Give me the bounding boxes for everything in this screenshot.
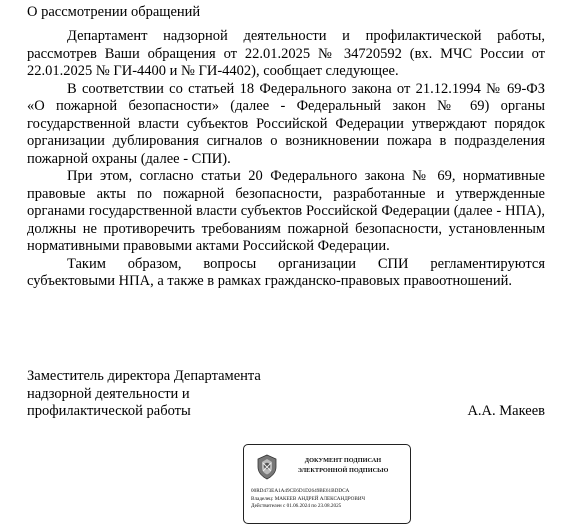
mchs-emblem-icon — [256, 454, 278, 480]
signer-name: А.А. Макеев — [467, 403, 545, 419]
stamp-title-line-1: ДОКУМЕНТ ПОДПИСАН — [304, 457, 382, 464]
certificate-number: 00RD473EA1A49CE6D1D2649BE61BDDCA — [251, 488, 350, 494]
paragraph-2: В соответствии со статьей 18 Федерального закона от 21.12.1994 № 69-ФЗ «О пожарной безопасности» (далее - Федеральный закон № 69) органы государственной власти субъектов Российской Федерации утверждают порядок организации дублирования сигналов о возникновении пожара в подразделения пожарной охраны (далее - СПИ). — [27, 80, 545, 167]
certificate-owner: Владелец: МАКЕЕВ АНДРЕЙ АЛЕКСАНДРОВИЧ — [251, 495, 366, 502]
letter-body — [27, 28, 545, 291]
signature-block — [27, 368, 545, 421]
certificate-validity: Действителен с 01.06.2024 по 23.08.2025 — [251, 503, 342, 509]
stamp-title-line-2: ЭЛЕКТРОННОЙ ПОДПИСЬЮ — [297, 467, 389, 474]
paragraph-4: Таким образом, вопросы организации СПИ регламентируются субъектовыми НПА, а также в рамках гражданско-правовых правоотношений. — [27, 255, 545, 289]
signer-position-line-3: профилактической работы — [27, 403, 191, 419]
paragraph-1: Департамент надзорной деятельности и профилактической работы, рассмотрев Ваши обращения от 22.01.2025 № 34720592 (вх. МЧС России от 22.01.2025 № ГИ-4400 и № ГИ-4402), сообщает следующее. — [27, 28, 545, 79]
stamp-title — [280, 456, 406, 476]
letter-subject: О рассмотрении обращений — [27, 4, 201, 20]
electronic-signature-stamp — [243, 444, 411, 524]
paragraph-3: При этом, согласно статьи 20 Федерального закона № 69, нормативные правовые акты по пожарной безопасности, разработанные и утвержденные органами государственной власти субъектов Российской Федерации (далее - НПА), должны не противоречить требованиям пожарной безопасности, установленным нормативными правовыми актами Российской Федерации. — [27, 168, 545, 254]
signer-position-line-2: надзорной деятельности и — [27, 385, 190, 402]
signer-position-line-1: Заместитель директора Департамента — [27, 368, 261, 384]
stamp-certificate-info — [251, 488, 406, 511]
